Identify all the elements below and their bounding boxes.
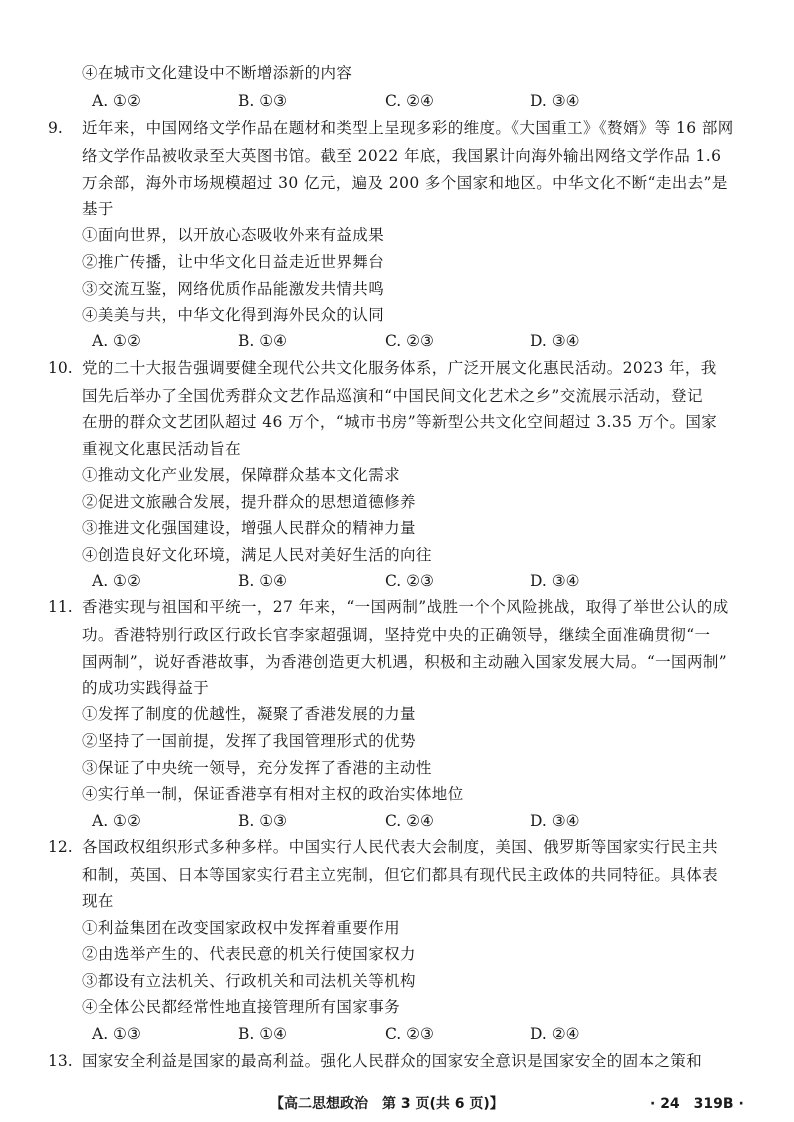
q12-item-4: ④全体公民都经常性地直接管理所有国家事务	[82, 998, 401, 1016]
q9-option-c: C. ②③	[385, 332, 434, 350]
q9-item-1: ①面向世界，以开放心态吸收外来有益成果	[82, 226, 385, 244]
q10-option-c: C. ②③	[385, 572, 434, 590]
q12-option-b: B. ①④	[238, 1025, 288, 1043]
q8-option-b: B. ①③	[238, 92, 288, 110]
q8-options	[92, 90, 712, 112]
q11-option-a: A. ①②	[92, 812, 141, 830]
q10-item-2: ②促进文旅融合发展，提升群众的思想道德修养	[82, 493, 416, 511]
q11-stem-line: 香港实现与祖国和平统一，27 年来，“一国两制”战胜一个个风险挑战，取得了举世公认的成	[82, 598, 729, 616]
q12-item-2: ②由选举产生的、代表民意的机关行使国家权力	[82, 945, 416, 963]
q10-stem-line: 重视文化惠民活动旨在	[82, 440, 242, 458]
q10-stem-line: 党的二十大报告强调要健全现代公共文化服务体系，广泛开展文化惠民活动。2023 年，我	[82, 359, 717, 377]
q12-option-d: D. ②④	[530, 1025, 580, 1043]
q10-item-3: ③推进文化强国建设，增强人民群众的精神力量	[82, 519, 416, 537]
q9-options	[92, 330, 712, 352]
q9-stem-line: 万余部，海外市场规模超过 30 亿元，遍及 200 多个国家和地区。中华文化不断“走出去”是	[82, 174, 728, 192]
q11-item-1: ①发挥了制度的优越性，凝聚了香港发展的力量	[82, 705, 416, 723]
q12-option-a: A. ①③	[92, 1025, 141, 1043]
q8-option-c: C. ②④	[385, 92, 434, 110]
q13-stem-line: 国家安全利益是国家的最高利益。强化人民群众的国家安全意识是国家安全的固本之策和	[82, 1052, 703, 1070]
q11-option-d: D. ③④	[530, 812, 580, 830]
q9-number: 9.	[48, 119, 63, 137]
q9-stem-line: 基于	[82, 200, 114, 218]
q11-stem-line: 的成功实践得益于	[82, 679, 210, 697]
q9-stem-line: 络文学作品被收录至大英图书馆。截至 2022 年底，我国累计向海外输出网络文学作品 1.6	[82, 147, 722, 165]
q8-option-d: D. ③④	[530, 92, 580, 110]
q9-stem-line: 近年来，中国网络文学作品在题材和类型上呈现多彩的维度。《大国重工》《赘婿》等 16 部网	[82, 119, 734, 137]
q11-options	[92, 810, 712, 832]
q9-option-a: A. ①②	[92, 332, 141, 350]
q9-item-3: ③交流互鉴，网络优质作品能激发共情共鸣	[82, 280, 385, 298]
q8-item-4: ④在城市文化建设中不断增添新的内容	[82, 64, 353, 82]
q10-stem-line: 在册的群众文艺团队超过 46 万个，“城市书房”等新型公共文化空间超过 3.35 万个。国家	[82, 413, 718, 431]
q10-item-1: ①推动文化产业发展，保障群众基本文化需求	[82, 466, 401, 484]
footer-code: · 24 319B ·	[650, 1096, 744, 1112]
q9-item-4: ④美美与共，中华文化得到海外民众的认同	[82, 306, 385, 324]
q11-option-b: B. ①③	[238, 812, 288, 830]
q12-stem-line: 各国政权组织形式多种多样。中国实行人民代表大会制度，美国、俄罗斯等国家实行民主共	[82, 838, 719, 856]
footer-page-label: 【高二思想政治 第 3 页(共 6 页)】	[270, 1096, 504, 1112]
q10-option-b: B. ①④	[238, 572, 288, 590]
q11-item-4: ④实行单一制，保证香港享有相对主权的政治实体地位	[82, 785, 464, 803]
q10-options	[92, 570, 712, 592]
q9-option-d: D. ③④	[530, 332, 580, 350]
q12-item-1: ①利益集团在改变国家政权中发挥着重要作用	[82, 919, 401, 937]
q12-item-3: ③都设有立法机关、行政机关和司法机关等机构	[82, 972, 416, 990]
q12-option-c: C. ②③	[385, 1025, 434, 1043]
q13-number: 13.	[48, 1052, 73, 1070]
q9-item-2: ②推广传播，让中华文化日益走近世界舞台	[82, 253, 385, 271]
q12-stem-line: 现在	[82, 892, 114, 910]
q11-item-2: ②坚持了一国前提，发挥了我国管理形式的优势	[82, 732, 416, 750]
q11-number: 11.	[48, 598, 73, 616]
q11-stem-line: 功。香港特别行政区行政长官李家超强调，坚持党中央的正确领导，继续全面准确贯彻“一	[82, 626, 711, 644]
q9-option-b: B. ①④	[238, 332, 288, 350]
q12-options	[92, 1023, 712, 1045]
q10-item-4: ④创造良好文化环境，满足人民对美好生活的向往	[82, 546, 432, 564]
q11-item-3: ③保证了中央统一领导，充分发挥了香港的主动性	[82, 759, 432, 777]
q8-option-a: A. ①②	[92, 92, 141, 110]
q10-option-d: D. ③④	[530, 572, 580, 590]
q11-stem-line: 国两制”，说好香港故事，为香港创造更大机遇，积极和主动融入国家发展大局。“一国两制”	[82, 653, 728, 671]
q10-number: 10.	[48, 359, 73, 377]
q12-number: 12.	[48, 838, 73, 856]
page-footer	[0, 1092, 794, 1116]
q11-option-c: C. ②④	[385, 812, 434, 830]
q12-stem-line: 和制，英国、日本等国家实行君主立宪制，但它们都具有现代民主政体的共同特征。具体表	[82, 866, 719, 884]
q10-option-a: A. ①②	[92, 572, 141, 590]
q10-stem-line: 国先后举办了全国优秀群众文艺作品巡演和“中国民间文化艺术之乡”交流展示活动，登记	[82, 387, 703, 405]
